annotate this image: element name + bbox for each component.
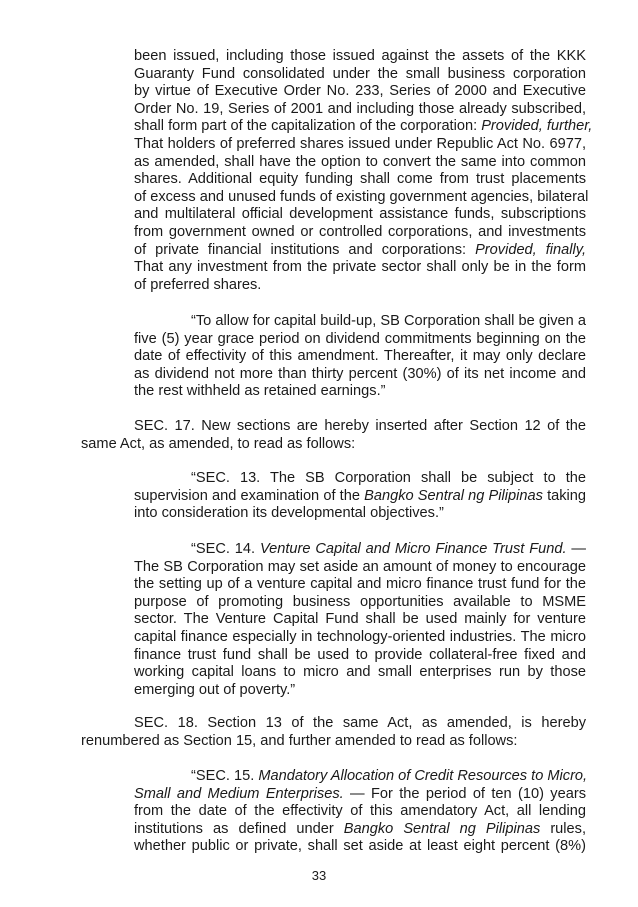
text-line: been issued, including those issued against the assets of the KKK (134, 48, 586, 64)
page-number: 33 (311, 868, 327, 883)
text-line (134, 541, 586, 559)
proviso-italic: Provided, further, (481, 118, 593, 135)
paragraph-sec-15 (134, 768, 586, 856)
text-line: SEC. 17. New sections are hereby inserted after Section 12 of the (134, 418, 586, 434)
section-title-italic: Venture Capital and Micro Finance Trust Fund. (259, 541, 567, 557)
text-line: capital finance especially in technology-oriented industries. The micro (134, 628, 586, 645)
text-line: of preferred shares. (134, 276, 262, 293)
text-run: taking (542, 487, 587, 504)
paragraph-sec-17 (81, 418, 586, 453)
paragraph-capital-buildup (134, 313, 586, 401)
paragraph-sec-18 (81, 715, 586, 750)
text-line (134, 242, 586, 260)
bsp-italic: Bangko Sentral ng Pilipinas (364, 487, 543, 504)
text-line: renumbered as Section 15, and further amended to read as follows: (81, 732, 518, 749)
text-line: as amended, shall have the option to convert the same into common (134, 153, 586, 170)
text-line: into consideration its developmental objectives.” (134, 505, 444, 522)
text-run: — For the period of ten (10) years (343, 785, 586, 802)
paragraph-capitalization (134, 48, 593, 294)
text-line: purpose of promoting business opportunities available to MSME (134, 593, 586, 610)
text-line: emerging out of poverty.” (134, 681, 296, 698)
text-line (134, 488, 586, 506)
text-line: of excess and unused funds of existing government agencies, bilateral (134, 188, 589, 205)
text-line: same Act, as amended, to read as follows: (81, 435, 356, 452)
text-line: date of effectivity of this amendment. Thereafter, it may only declare (134, 348, 586, 365)
text-line: the rest withheld as retained earnings.” (134, 383, 386, 400)
text-line: That holders of preferred shares issued under Republic Act No. 6977, (134, 135, 586, 152)
text-run: institutions as defined under (134, 820, 344, 837)
text-line: “SEC. 13. The SB Corporation shall be subject to the (191, 470, 586, 486)
text-line: Guaranty Fund consolidated under the small business corporation (134, 65, 586, 82)
text-line: whether public or private, shall set aside at least eight percent (8%) (134, 838, 586, 855)
text-line: SEC. 18. Section 13 of the same Act, as amended, is hereby (134, 715, 586, 731)
text-line: That any investment from the private sector shall only be in the form (134, 259, 586, 276)
text-line: The SB Corporation may set aside an amount of money to encourage (134, 558, 586, 575)
text-line: and multilateral official development assistance funds, subscriptions (134, 206, 586, 223)
text-line: the setting up of a venture capital and micro finance trust fund for the (134, 576, 586, 593)
bsp-italic: Bangko Sentral ng Pilipinas (343, 820, 541, 837)
text-line: as dividend not more than thirty percent (30%) of its net income and (134, 365, 586, 382)
text-line: by virtue of Executive Order No. 233, Series of 2000 and Executive (134, 83, 586, 100)
text-line (134, 786, 586, 804)
text-run: supervision and examination of the (134, 487, 365, 504)
text-line: five (5) year grace period on dividend commitments beginning on the (134, 330, 586, 347)
text-line (134, 821, 586, 839)
text-run: of private financial institutions and corporations: (134, 241, 476, 258)
text-line: “To allow for capital build-up, SB Corporation shall be given a (191, 313, 586, 329)
text-line (134, 118, 593, 136)
text-run: rules, (540, 820, 587, 837)
text-run: shall form part of the capitalization of the corporation: (134, 118, 482, 135)
text-line: from the date of the effectivity of this amendatory Act, all lending (134, 803, 586, 820)
paragraph-sec-13 (134, 470, 586, 523)
section-title-italic: Small and Medium Enterprises. (134, 785, 344, 802)
paragraph-sec-14 (134, 541, 586, 699)
text-line (134, 768, 586, 786)
proviso-italic: Provided, finally, (475, 241, 586, 258)
text-line: shares. Additional equity funding shall come from trust placements (134, 171, 586, 188)
text-line: working capital loans to micro and small enterprises run by those (134, 664, 586, 681)
text-run: “SEC. 15. (191, 768, 259, 784)
text-line: sector. The Venture Capital Fund shall be used mainly for venture (134, 611, 586, 628)
text-run: — (566, 541, 586, 557)
text-line: Order No. 19, Series of 2001 and including those already subscribed, (134, 100, 586, 117)
section-title-italic: Mandatory Allocation of Credit Resources to Micro, (258, 768, 588, 784)
text-line: from government owned or controlled corporations, and investments (134, 223, 586, 240)
text-line: finance trust fund shall be used to provide collateral-free fixed and (134, 646, 586, 663)
text-run: “SEC. 14. (191, 541, 260, 557)
